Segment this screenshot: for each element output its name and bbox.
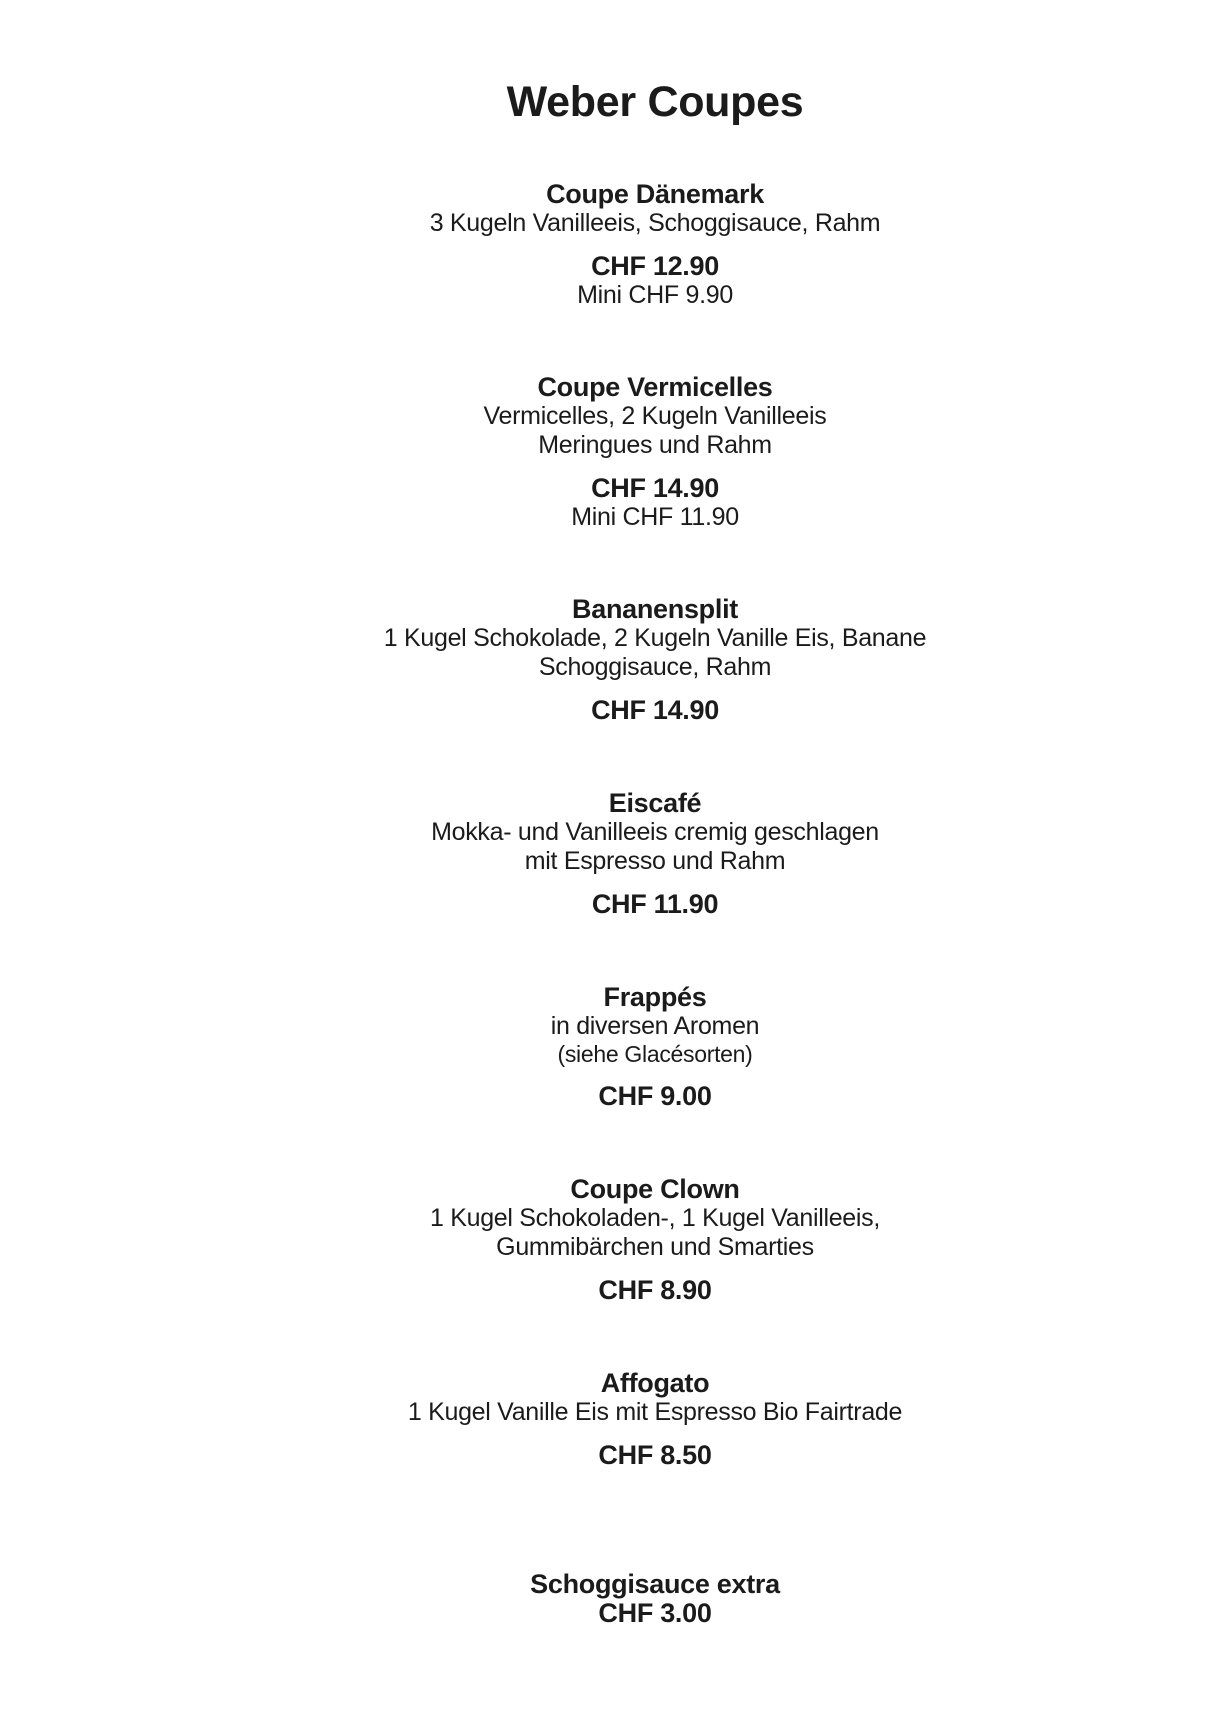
item-description-line: mit Espresso und Rahm [524,847,786,875]
item-description-line: 1 Kugel Vanille Eis mit Espresso Bio Fairtrade [407,1398,903,1426]
item-mini-price: Mini CHF 9.90 [577,281,733,309]
menu-item-bananensplit [88,595,1222,725]
item-price: CHF 14.90 [591,695,719,725]
menu-item-coupe-clown [88,1175,1222,1305]
item-name: Bananensplit [572,594,738,624]
item-price: CHF 8.50 [598,1440,712,1470]
item-name: Coupe Vermicelles [537,372,773,402]
item-price: CHF 11.90 [591,889,719,919]
menu-item-eiscafe [88,789,1222,919]
menu-page [88,78,1222,1628]
item-description-line: Gummibärchen und Smarties [496,1233,814,1261]
item-name: Eiscafé [608,788,702,818]
item-name: Frappés [603,982,707,1012]
page-title: Weber Coupes [506,78,804,126]
item-description-line: 1 Kugel Schokolade, 2 Kugeln Vanille Eis, Banane [383,624,927,652]
item-price: CHF 9.00 [598,1081,712,1111]
menu-item-affogato [88,1369,1222,1470]
menu-item-frappes [88,983,1222,1111]
item-description-line: Vermicelles, 2 Kugeln Vanilleeis [483,402,827,430]
item-description-line: 1 Kugel Schokoladen-, 1 Kugel Vanilleeis, [429,1204,881,1232]
menu-item-coupe-daenemark [88,180,1222,309]
item-description-line: in diversen Aromen [550,1012,760,1040]
item-name: Affogato [600,1368,710,1398]
item-price: CHF 14.90 [591,473,719,503]
item-description-line: Schoggisauce, Rahm [538,653,772,681]
item-price: CHF 12.90 [591,251,719,281]
item-description-line: Meringues und Rahm [538,431,772,459]
item-description-note: (siehe Glacésorten) [557,1041,753,1067]
item-name: Coupe Clown [570,1174,740,1204]
item-price: CHF 8.90 [598,1275,712,1305]
item-description-line: 3 Kugeln Vanilleeis, Schoggisauce, Rahm [429,209,881,237]
menu-item-coupe-vermicelles [88,373,1222,531]
item-mini-price: Mini CHF 11.90 [571,503,739,531]
item-description-line: Mokka- und Vanilleeis cremig geschlagen [431,818,879,846]
item-price: CHF 3.00 [598,1598,712,1628]
item-name: Schoggisauce extra [530,1569,780,1599]
menu-item-schoggisauce-extra [88,1570,1222,1628]
item-name: Coupe Dänemark [546,179,764,209]
